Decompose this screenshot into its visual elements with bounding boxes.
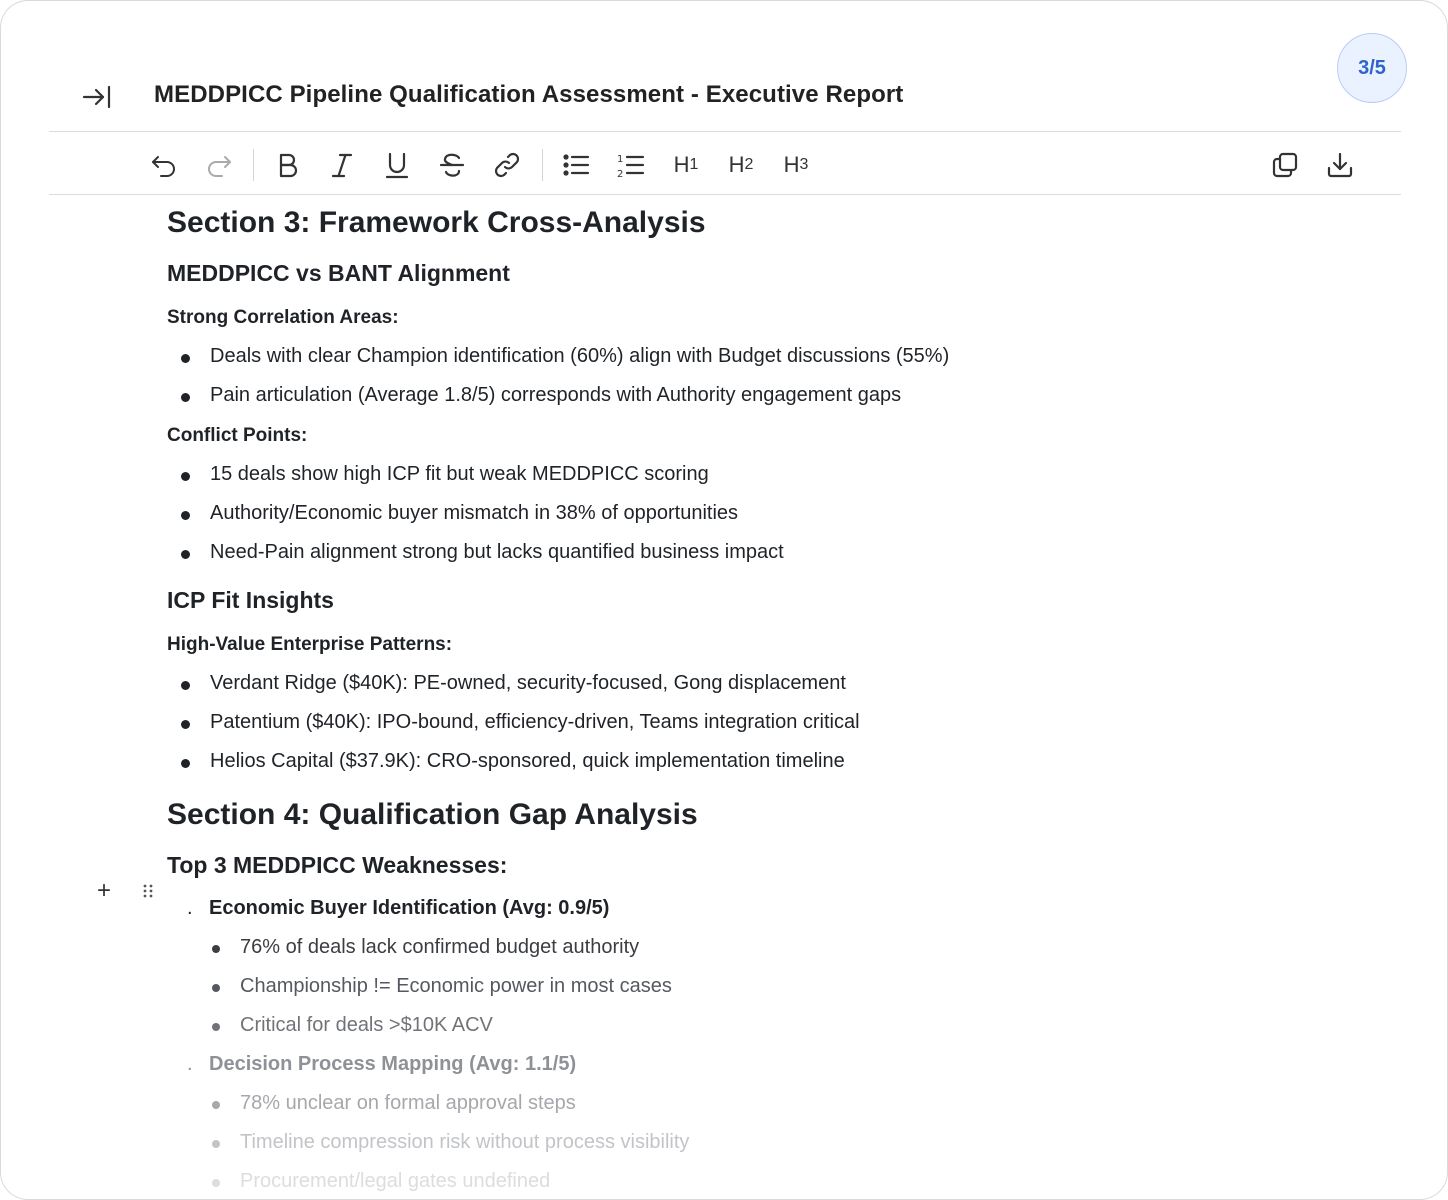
subheading-top-weaknesses: Top 3 MEDDPICC Weaknesses: <box>167 852 508 878</box>
toolbar-divider <box>49 194 1401 195</box>
drag-handle-icon[interactable] <box>141 883 155 899</box>
svg-text:2: 2 <box>617 169 624 180</box>
formatting-toolbar <box>1 141 1448 189</box>
collapse-sidebar-icon[interactable] <box>81 81 113 113</box>
toolbar-separator <box>253 149 254 181</box>
strong-correlation-label: Strong Correlation Areas: <box>167 307 399 328</box>
list-item: Deals with clear Champion identification (60%) align with Budget discussions (55%) <box>167 337 1347 376</box>
bullet-list-icon[interactable] <box>558 147 594 183</box>
underline-icon[interactable] <box>379 147 415 183</box>
list-item: Patentium ($40K): IPO-bound, efficiency-driven, Teams integration critical <box>167 703 1347 742</box>
list-item: Procurement/legal gates undefined <box>167 1162 1347 1200</box>
add-block-icon[interactable]: + <box>97 877 112 904</box>
conflict-points-list <box>167 455 1347 572</box>
list-item: Timeline compression risk without process visibility <box>167 1123 1347 1162</box>
svg-text:1: 1 <box>617 154 624 165</box>
list-item: Pain articulation (Average 1.8/5) corresponds with Authority engagement gaps <box>167 376 1347 415</box>
undo-icon[interactable] <box>146 147 182 183</box>
italic-icon[interactable] <box>324 147 360 183</box>
document-title: MEDDPICC Pipeline Qualification Assessment - Executive Report <box>154 81 904 108</box>
high-value-patterns-list <box>167 664 1347 781</box>
download-icon[interactable] <box>1322 147 1358 183</box>
document-body[interactable] <box>167 197 1347 1200</box>
weakness-title: Decision Process Mapping (Avg: 1.1/5) <box>209 1053 577 1075</box>
subheading-meddpicc-vs-bant: MEDDPICC vs BANT Alignment <box>167 260 510 286</box>
copy-icon[interactable] <box>1267 147 1303 183</box>
list-item: Critical for deals >$10K ACV <box>167 1006 1347 1045</box>
page-indicator-badge: 3/5 <box>1337 33 1407 103</box>
toolbar-separator <box>542 149 543 181</box>
section-3-heading: Section 3: Framework Cross-Analysis <box>167 206 706 239</box>
list-item: 78% unclear on formal approval steps <box>167 1084 1347 1123</box>
weakness-item-decision-process <box>167 1045 1347 1084</box>
bold-icon[interactable] <box>269 147 305 183</box>
strong-correlation-list <box>167 337 1347 415</box>
section-4-heading: Section 4: Qualification Gap Analysis <box>167 798 698 831</box>
economic-buyer-sublist <box>167 928 1347 1045</box>
list-item: Verdant Ridge ($40K): PE-owned, security-focused, Gong displacement <box>167 664 1347 703</box>
decision-process-sublist <box>167 1084 1347 1200</box>
list-item: Championship != Economic power in most cases <box>167 967 1347 1006</box>
heading-2-button[interactable]: H 2 <box>728 152 754 177</box>
block-handles <box>97 877 167 905</box>
high-value-patterns-label: High-Value Enterprise Patterns: <box>167 634 453 655</box>
weakness-title: Economic Buyer Identification (Avg: 0.9/5) <box>209 897 610 919</box>
numbered-list-icon[interactable] <box>613 147 649 183</box>
link-icon[interactable] <box>489 147 525 183</box>
redo-icon[interactable] <box>201 147 237 183</box>
list-item: 15 deals show high ICP fit but weak MEDDPICC scoring <box>167 455 1347 494</box>
heading-1-button[interactable]: H 1 <box>673 152 699 177</box>
list-item: Helios Capital ($37.9K): CRO-sponsored, quick implementation timeline <box>167 742 1347 781</box>
weakness-item-economic-buyer <box>167 889 1347 928</box>
conflict-points-label: Conflict Points: <box>167 425 308 446</box>
subheading-icp-fit: ICP Fit Insights <box>167 587 334 613</box>
header-divider <box>49 131 1401 132</box>
list-marker: . <box>187 897 193 919</box>
list-item: 76% of deals lack confirmed budget authority <box>167 928 1347 967</box>
list-marker: . <box>187 1053 193 1075</box>
list-item: Need-Pain alignment strong but lacks quantified business impact <box>167 533 1347 572</box>
strikethrough-icon[interactable] <box>434 147 470 183</box>
list-item: Authority/Economic buyer mismatch in 38% of opportunities <box>167 494 1347 533</box>
heading-3-button[interactable]: H 3 <box>783 152 809 177</box>
